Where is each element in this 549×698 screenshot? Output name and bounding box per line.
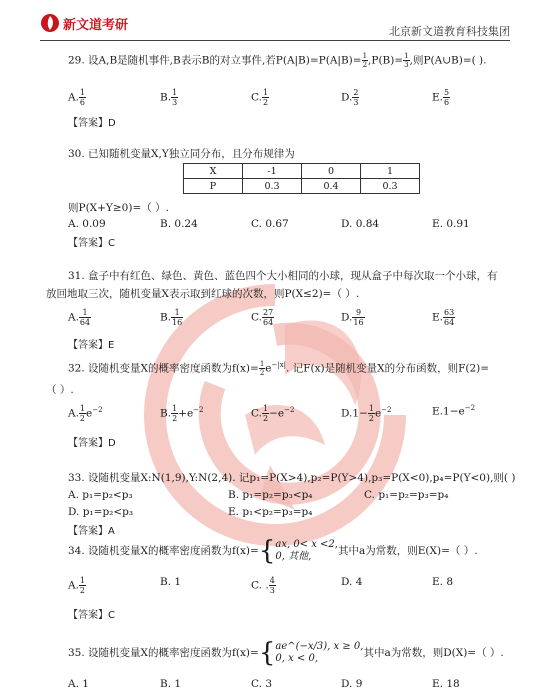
q34-options [68,576,518,596]
distribution-table [183,163,420,194]
q35-option-a[interactable]: A. 1 [68,678,89,690]
flame-logo-icon [40,13,60,33]
q35-piecewise: ae^(−x/3), x ≥ 0, 0, x < 0, [275,641,364,664]
q29-option-d[interactable]: D. $\frac{2}{3}$ [341,88,359,107]
q32-options [68,404,518,424]
q33-option-e[interactable]: E. p₁<p₂=p₃=p₄ [228,506,313,518]
q29-option-a[interactable]: A. $\frac{1}{6}$ [68,88,86,107]
q33-option-c[interactable]: C. p₁=p₂=p₃=p₄ [364,489,449,501]
table-row: P 0.3 0.4 0.3 [184,179,420,194]
question-32-line-2: （ ）. [46,384,74,396]
q32-answer: 【答案】D [68,438,116,449]
question-35: 35. 设随机变量X的概率密度函数为f(x)={ ae^(−x/3), x ≥ 0, 0, x < 0, 其中a为常数，则D(X)=（ ）. [68,638,504,668]
q32-option-b[interactable]: B. $\frac{1}{2}$ $+e^{-2}$ [160,404,204,423]
q32-option-c[interactable]: C. $\frac{1}{2}$ $-e^{-2}$ [251,404,295,423]
q31-option-e[interactable]: E. $\frac{63}{64}$ [432,308,455,327]
q30-answer: 【答案】C [68,238,115,249]
q30-subquestion: 则P(X+Y≥0)=（ ）. [68,202,169,214]
q30-option-e[interactable]: E. 0.91 [432,218,470,230]
q33-options-row-2 [68,506,518,526]
q34-option-a[interactable]: A. $\frac{1}{2}$ [68,576,86,595]
question-29 [68,52,486,69]
q31-answer: 【答案】E [68,340,115,351]
question-30: 30. 已知随机变量X,Y独立同分布，且分布规律为 [68,148,295,160]
q32-option-a[interactable]: A. $\frac{1}{2}$ $e^{-2}$ [68,404,103,423]
question-31-line-1: 31. 盒子中有红色、绿色、黄色、蓝色四个大小相同的小球，现从盒子中每次取一个小球，有 [68,270,498,282]
q30-option-d[interactable]: D. 0.84 [341,218,380,230]
q29-fraction-2: $\frac{1}{3}$ [404,52,409,69]
left-brace: { [258,536,276,566]
question-34: 34. 设随机变量X的概率密度函数为f(x)={ ax, 0< x <2, 0, 其他, 其中a为常数，则E(X)=（ ）. [68,536,478,566]
q33-answer: 【答案】A [68,526,115,537]
q35-option-b[interactable]: B. 1 [160,678,182,690]
q29-option-b[interactable]: B. $\frac{1}{3}$ [160,88,178,107]
q31-options [68,308,518,328]
q30-options [68,218,518,238]
page-header [40,10,510,41]
question-32: 32. 设随机变量X的概率密度函数为f(x)= $\frac{1}{2}$ $e^{-|x|}$. 记F(x)是随机变量X的分布函数，则F(2)= [68,360,490,377]
q31-option-b[interactable]: B. $\frac{1}{16}$ [160,308,183,327]
q34-option-e[interactable]: E. 8 [432,576,454,588]
brand-logo [40,13,128,33]
q33-option-b[interactable]: B. p₁=p₂=p₃<p₄ [228,489,313,501]
q31-option-a[interactable]: A. $\frac{1}{64}$ [68,308,91,327]
q34-option-d[interactable]: D. 4 [341,576,363,588]
q31-option-d[interactable]: D. $\frac{9}{16}$ [341,308,364,327]
q34-answer: 【答案】C [68,610,115,621]
q29-answer: 【答案】D [68,118,116,129]
q29-options [68,88,518,108]
q32-fraction: $\frac{1}{2}$ [259,360,265,377]
q35-option-d[interactable]: D. 9 [341,678,363,690]
q33-option-a[interactable]: A. p₁=p₂<p₃ [68,489,133,501]
q30-option-b[interactable]: B. 0.24 [160,218,198,230]
q32-option-d[interactable]: D.1− $\frac{1}{2}$ $e^{-2}$ [341,404,392,423]
q35-option-e[interactable]: E. 18 [432,678,460,690]
organization-name: 北京新文道教育科技集团 [389,25,510,38]
q29-text-c: ,则P(A∪B)=( ). [409,54,487,67]
q30-option-c[interactable]: C. 0.67 [251,218,289,230]
q34-option-c[interactable]: C. . $\frac{4}{3}$ [251,576,275,595]
q34-option-b[interactable]: B. 1 [160,576,182,588]
q29-option-c[interactable]: C. $\frac{1}{2}$ [251,88,269,107]
q29-text-b: ,P(B)= [368,54,404,67]
q33-option-d[interactable]: D. p₁=p₂<p₃ [68,506,134,518]
logo-text: 新文道考研 [63,17,129,33]
question-33: 33. 设随机变量X:N(1,9),Y:N(2,4). 记p₁=P(X>4),p₂=P(Y>4),p₃=P(X<0),p₄=P(Y<0),则( ) [68,472,516,484]
q35-option-c[interactable]: C. 3 [251,678,273,690]
q29-fraction-1: $\frac{1}{2}$ [362,52,368,69]
q35-options [68,678,518,698]
q31-option-c[interactable]: C. $\frac{27}{64}$ [251,308,274,327]
table-row: X -1 0 1 [184,164,420,179]
q30-option-a[interactable]: A. 0.09 [68,218,106,230]
q32-option-e[interactable]: $E.1-e^{-2}$ [432,404,476,418]
q34-piecewise: ax, 0< x <2, 0, 其他, [275,539,338,562]
q29-option-e[interactable]: E. $\frac{5}{6}$ [432,88,450,107]
question-31-line-2: 放回地取三次，随机变量X表示取到红球的次数，则P(X≤2)=（ ）. [46,288,360,300]
q29-text-a: 29. 设A,B是随机事件,B表示B的对立事件,若P(A|B)=P(A|B)= [68,54,362,67]
left-brace: { [258,638,276,668]
